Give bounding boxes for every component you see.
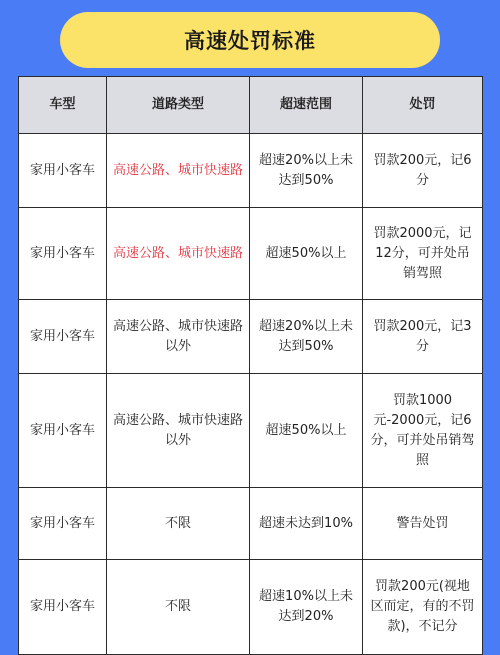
cell-speeding-range: 超速未达到10% bbox=[250, 488, 363, 560]
penalty-table bbox=[18, 76, 483, 655]
table-row bbox=[19, 300, 483, 374]
cell-vehicle: 家用小客车 bbox=[19, 134, 107, 208]
cell-vehicle: 家用小客车 bbox=[19, 374, 107, 488]
cell-road-type: 高速公路、城市快速路以外 bbox=[107, 374, 250, 488]
cell-speeding-range: 超速20%以上未达到50% bbox=[250, 134, 363, 208]
cell-road-type: 不限 bbox=[107, 488, 250, 560]
cell-road-type: 高速公路、城市快速路 bbox=[107, 208, 250, 300]
cell-penalty: 罚款200元(视地区而定，有的不罚款)，不记分 bbox=[363, 560, 483, 655]
table-row bbox=[19, 208, 483, 300]
cell-road-type: 高速公路、城市快速路以外 bbox=[107, 300, 250, 374]
table-row bbox=[19, 134, 483, 208]
cell-road-type: 不限 bbox=[107, 560, 250, 655]
table-row bbox=[19, 560, 483, 655]
cell-vehicle: 家用小客车 bbox=[19, 300, 107, 374]
cell-speeding-range: 超速20%以上未达到50% bbox=[250, 300, 363, 374]
cell-penalty: 罚款1000元-2000元，记6分，可并处吊销驾照 bbox=[363, 374, 483, 488]
page-title: 高速处罚标准 bbox=[184, 29, 316, 53]
table-row bbox=[19, 488, 483, 560]
table-row bbox=[19, 374, 483, 488]
cell-speeding-range: 超速50%以上 bbox=[250, 374, 363, 488]
table-header-row bbox=[19, 77, 483, 134]
cell-speeding-range: 超速10%以上未达到20% bbox=[250, 560, 363, 655]
cell-vehicle: 家用小客车 bbox=[19, 560, 107, 655]
cell-penalty: 警告处罚 bbox=[363, 488, 483, 560]
cell-penalty: 罚款200元，记6分 bbox=[363, 134, 483, 208]
cell-penalty: 罚款200元，记3分 bbox=[363, 300, 483, 374]
cell-road-type: 高速公路、城市快速路 bbox=[107, 134, 250, 208]
header-penalty: 处罚 bbox=[363, 77, 483, 134]
cell-vehicle: 家用小客车 bbox=[19, 208, 107, 300]
header-road-type: 道路类型 bbox=[107, 77, 250, 134]
cell-vehicle: 家用小客车 bbox=[19, 488, 107, 560]
header-speeding-range: 超速范围 bbox=[250, 77, 363, 134]
header-vehicle: 车型 bbox=[19, 77, 107, 134]
cell-penalty: 罚款2000元，记12分，可并处吊销驾照 bbox=[363, 208, 483, 300]
cell-speeding-range: 超速50%以上 bbox=[250, 208, 363, 300]
title-banner bbox=[60, 12, 440, 68]
